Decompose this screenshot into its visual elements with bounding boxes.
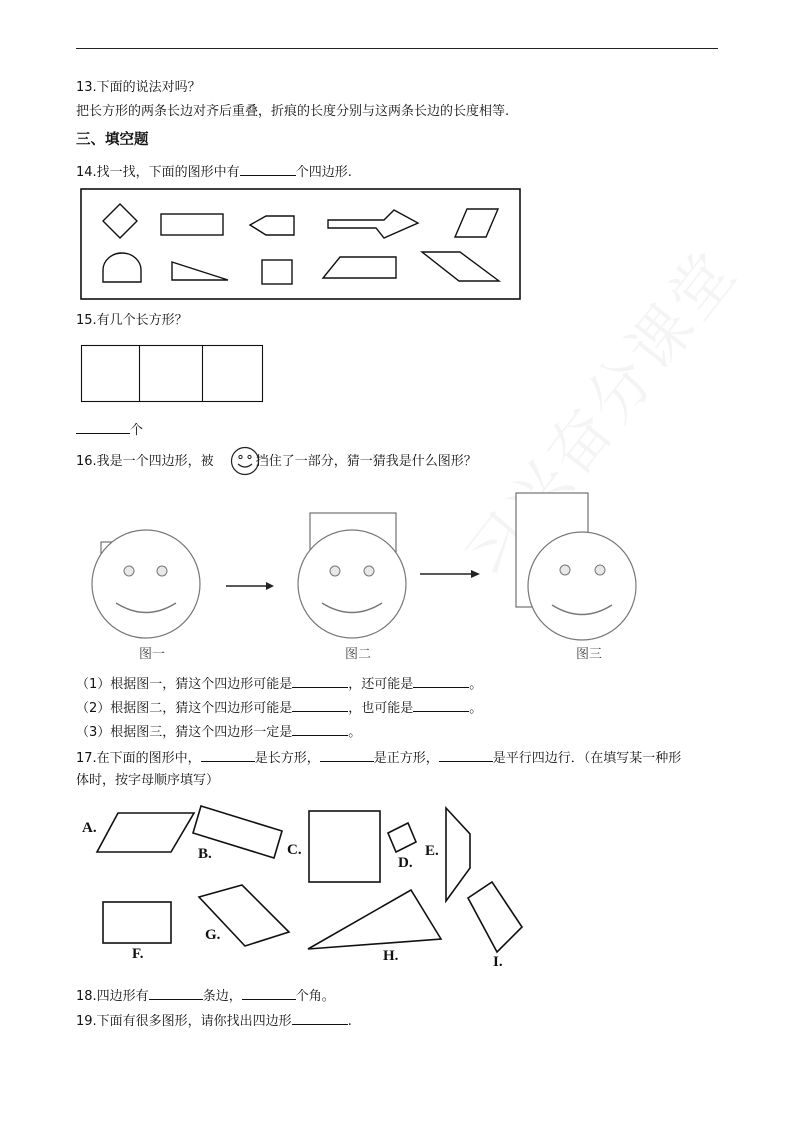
caption-fig1: 图一 [139,647,166,662]
q17-shape-d [388,823,416,852]
q13-statement: 把长方形的两条长边对齐后重叠，折痕的长度分别与这两条长边的长度相等. [76,104,510,119]
q16-smiley-figures [84,488,654,668]
q14-square [262,260,292,284]
q15-blank[interactable] [76,420,130,434]
q17-label-d: D. [398,855,413,871]
q14-line [76,162,352,182]
q16-sub2-text-a: （2）根据图二，猜这个四边形可能是 [76,701,293,716]
q14-blank[interactable] [240,162,296,176]
q19-blank[interactable] [292,1011,348,1025]
q17-text-d: 是平行四边行．（在填写某一种形 [492,751,682,766]
q14-prefix: 14.找一找，下面的图形中有 [76,165,240,180]
q16-sub2-text-c: 。 [469,701,483,716]
q17-label-a: A. [82,820,97,836]
q14-key-shape [328,210,418,238]
q17-shape-a [97,813,194,852]
q14-shapes-figure [80,188,522,302]
header-rule [76,48,718,49]
q17-line2: 体时，按字母顺序填写） [76,773,220,788]
q16-sub2 [76,698,482,718]
section-heading: 三、填空题 [76,132,149,148]
q15-title: 15.有几个长方形？ [76,313,188,328]
q17-text-c: 是正方形， [373,751,439,766]
q17-blank-rectangle[interactable] [201,748,255,762]
fig2-smiley-face [298,530,406,638]
q14-parallelogram [455,209,498,237]
q16-sub3-blank[interactable] [292,722,348,736]
q17-label-g: G. [205,927,221,943]
q18-blank-sides[interactable] [149,986,203,1000]
q14-pentagon-arrow [250,216,294,235]
q18-blank-angles[interactable] [242,986,296,1000]
q14-slanted-parallelogram [422,252,499,281]
q14-rhombus [103,204,137,238]
q16-prefix: 16.我是一个四边形，被 [76,454,214,469]
q19-text-b: . [347,1014,352,1029]
q16-sub1 [76,674,482,694]
fig3-smiley-face [528,532,636,640]
q16-sub3-text-c: 。 [348,725,362,740]
q16-sub1-text-c: 。 [469,677,483,692]
q16-sub1-blank2[interactable] [413,674,469,688]
q17-shape-i [468,882,522,952]
q16-sub3 [76,722,361,742]
q16-inline-smiley-icon [230,446,260,476]
q17-text-b: 是长方形， [254,751,320,766]
fig1-smiley-face [92,530,200,638]
q15-rectangles-figure [81,345,264,403]
q14-long-rectangle [161,214,223,235]
q17-label-h: H. [383,948,399,964]
q16-sub2-blank1[interactable] [292,698,348,712]
q17-text-a: 17.在下面的图形中， [76,751,201,766]
q15-answer [76,420,143,440]
q17-line1 [76,748,681,768]
q16-sub3-text-a: （3）根据图三，猜这个四边形一定是 [76,725,293,740]
q19-text-a: 19.下面有很多图形，请你找出四边形 [76,1014,292,1029]
q14-arch-shape [103,253,141,282]
q16-sub2-text-b: ，也可能是 [348,701,414,716]
q18-text-b: 条边， [202,989,242,1004]
q17-shape-e [446,808,470,901]
caption-fig3: 图三 [576,647,603,662]
q15-unit: 个 [130,423,144,438]
q14-suffix: 个四边形. [295,165,352,180]
q18-text-a: 18.四边形有 [76,989,149,1004]
q17-shape-c [309,811,380,882]
q17-label-c: C. [287,842,302,858]
q16-sub1-blank1[interactable] [292,674,348,688]
q19-line [76,1011,352,1031]
q17-label-i: I. [493,954,503,970]
q16-sub1-text-b: ，还可能是 [348,677,414,692]
q16-suffix: 挡住了一部分，猜一猜我是什么图形？ [255,454,477,469]
q17-blank-parallelogram[interactable] [439,748,493,762]
q17-shape-h [308,890,441,949]
q14-trapezoid [323,257,396,278]
q16-sub2-blank2[interactable] [413,698,469,712]
q16-line [76,453,477,471]
q17-label-b: B. [198,846,212,862]
q17-shape-f [103,902,171,943]
q17-label-f: F. [132,946,144,962]
q16-sub1-text-a: （1）根据图一，猜这个四边形可能是 [76,677,293,692]
q18-line [76,986,335,1006]
q17-blank-square[interactable] [320,748,374,762]
q18-text-c: 个角。 [295,989,335,1004]
q17-label-e: E. [425,843,439,859]
q14-triangle [172,262,228,280]
q13-title: 13.下面的说法对吗？ [76,80,201,95]
caption-fig2: 图二 [345,647,372,662]
